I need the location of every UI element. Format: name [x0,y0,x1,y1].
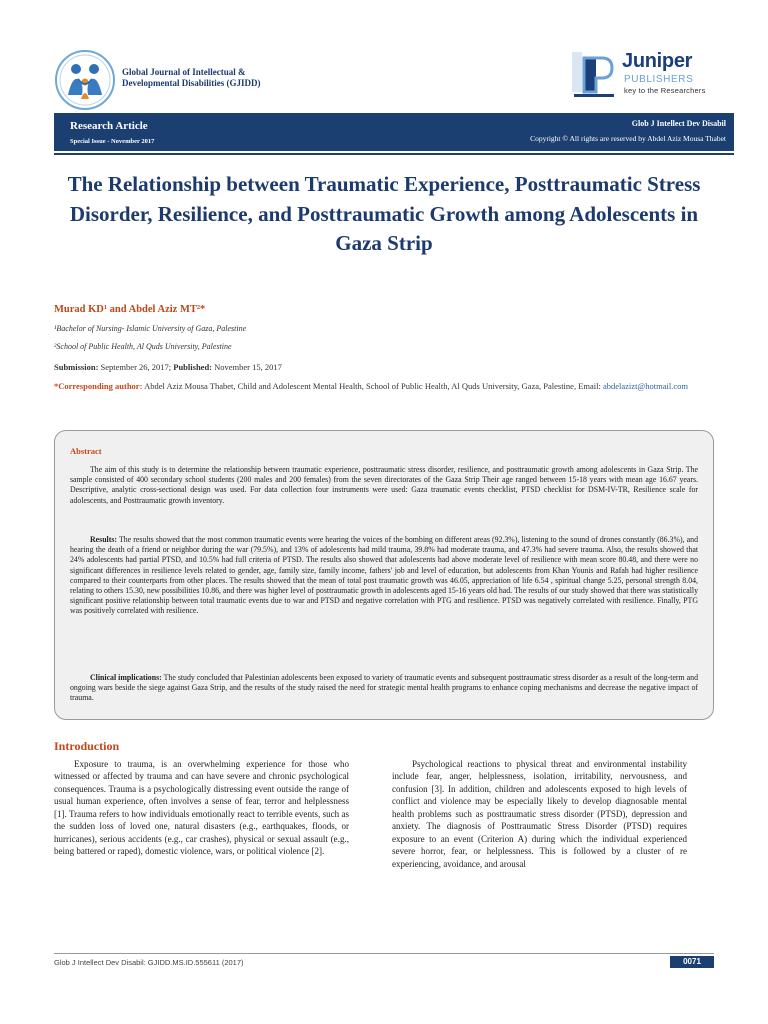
intro-right-column: Psychological reactions to physical threat and environmental instability include fear, anger, helplessness, isolation, irritability, nervousness, and confusion [3]. In addition, children and adolescents exposed to high levels of conflict and violence may be especially likely to develop diagnosable mental health problems such as posttraumatic stress disorder (PTSD), depression and anxiety. The diagnosis of Posttraumatic Stress Disorder (PTSD) requires exposure to an event (Criterion A) during which the individual experienced severe horror, fear, or helplessness. This is followed by a cluster of re experiencing, avoidance, and arousal [392,759,687,869]
copyright-notice: Copyright © All rights are reserved by Abdel Aziz Mousa Thabet [530,134,726,143]
publisher-tagline: key to the Researchers [624,86,706,95]
footer-rule [54,953,714,954]
intro-left-column: Exposure to trauma, is an overwhelming experience for those who witnessed or affected by trauma and can have severe and chronic psychological consequences. Trauma is a psychologically distressing event outside the range of usual human experience, often involves a sense of fear, terror and helplessness [1]. Trauma refers to how individuals emotionally react to terrible events, such as the sudden loss of loved one, natural disasters (e.g., earthquakes, floods, or hurricanes), serious accidents (e.g., car crashes), physical or sexual assault (e.g., being battered or raped), domestic violence, wars, or political violence [2]. [54,759,349,857]
publisher-logo [568,48,738,104]
article-type: Research Article [70,120,148,132]
abstract-clinical [70,673,698,704]
corresponding-author [54,380,714,392]
journal-logo [54,49,116,111]
section-heading-introduction: Introduction [54,739,120,753]
journal-name-line2: Developmental Disabilities (GJIDD) [122,78,261,88]
affiliation-1: ¹Bachelor of Nursing- Islamic University of Gaza, Palestine [54,324,247,333]
submission-label: Submission: [54,362,99,372]
journal-name [122,67,261,89]
results-text: The results showed that the most common traumatic events were hearing the voices of the bombing on different areas (92.3%), listening to the sound of drones constantly (86.3%), and hearing the death of a friend or neighbor during the war (79.5%), and 13% of adolescents had mild trauma, 39.8% had moderate trauma, and 47.3% had severe trauma. Also, the results showed that 24% adolescents had partial PTSD, and 10.5% had full criteria of PTSD. The results also showed that adolescents had above moderate level of resilience with mean score 80.48, and there were no significant differences in resilience levels related to gender, age, family size, family income, fathers' job and level of education, but adolescents from Khan Younis and Rafah had higher resilience compared to their counterparts from other places. The results showed that the mean of total post traumatic growth was 46.05, appreciation of life 6.54 , spiritual change 5.25, personal strength 8.04, relating to others 15.30, new possibilities 10.86, and there was higher level of posttraumatic growth in adolescents aged 15-16 years old had. The results of our study showed that there was statistically significant positive relationship between total traumatic events due to war and PTSD and negative correlation with PTG and resilience. PTSD was negatively correlated with resilience. Finally, PTG was positively correlated with resilience. [70,535,698,616]
published-date: November 15, 2017 [214,362,282,372]
page-number: 0071 [670,956,714,968]
footer-citation: Glob J Intellect Dev Disabil: GJIDD.MS.ID.555611 (2017) [54,958,244,967]
clinical-label: Clinical implications: [90,673,162,682]
banner-rule [54,153,734,155]
published-label: Published: [173,362,213,372]
abstract-heading: Abstract [70,446,102,456]
article-dates [54,362,282,372]
clinical-text: The study concluded that Palestinian adolescents been exposed to variety of traumatic events and subsequent posttraumatic stress disorder as a result of the long-term and ongoing wars beside the siege against Gaza Strip, and the results of the study raised the need for strategic mental health programs to enhance coping mechanisms and decrease the negative impact of trauma. [70,673,698,703]
abstract-paragraph: The aim of this study is to determine the relationship between traumatic experience, posttraumatic stress disorder, resilience, and posttraumatic growth among adolescents in Gaza Strip. The sample consisted of 400 secondary school students (200 males and 200 females) from the seven directorates of the Gaza Strip Their age ranged between 15-18 years with mean age 16.67 years. Descriptive, analytic cross-sectional design was used. For data collection four instruments were used: Gaza traumatic events checklist, PTSD checklist for DSM-IV-TR, Resilience scale for adolescents, and Posttraumatic growth inventory. [70,465,698,505]
juniper-mark-icon [568,48,620,100]
article-title: The Relationship between Traumatic Experience, Posttraumatic Stress Disorder, Resilience, and Posttraumatic Growth among Adolescents in Gaza Strip [67,172,701,255]
corresponding-label: *Corresponding author: [54,381,143,391]
publisher-sub: PUBLISHERS [624,74,694,85]
abstract-results [70,535,698,617]
email-link[interactable]: abdelazizt@hotmail.com [602,381,688,391]
special-issue: Special Issue - November 2017 [70,138,155,145]
journal-citation: Glob J Intellect Dev Disabil [631,119,726,128]
affiliation-2: ²School of Public Health, Al Quds University, Palestine [54,342,232,351]
publisher-name: Juniper [622,50,693,72]
results-label: Results: [90,535,118,544]
journal-name-line1: Global Journal of Intellectual & [122,67,246,77]
corresponding-text: Abdel Aziz Mousa Thabet, Child and Adolescent Mental Health, School of Public Health, Al Quds University, Gaza, Palestine, Email: [144,381,601,391]
authors: Murad KD¹ and Abdel Aziz MT²* [54,304,206,315]
submission-date: September 26, 2017; [100,362,172,372]
